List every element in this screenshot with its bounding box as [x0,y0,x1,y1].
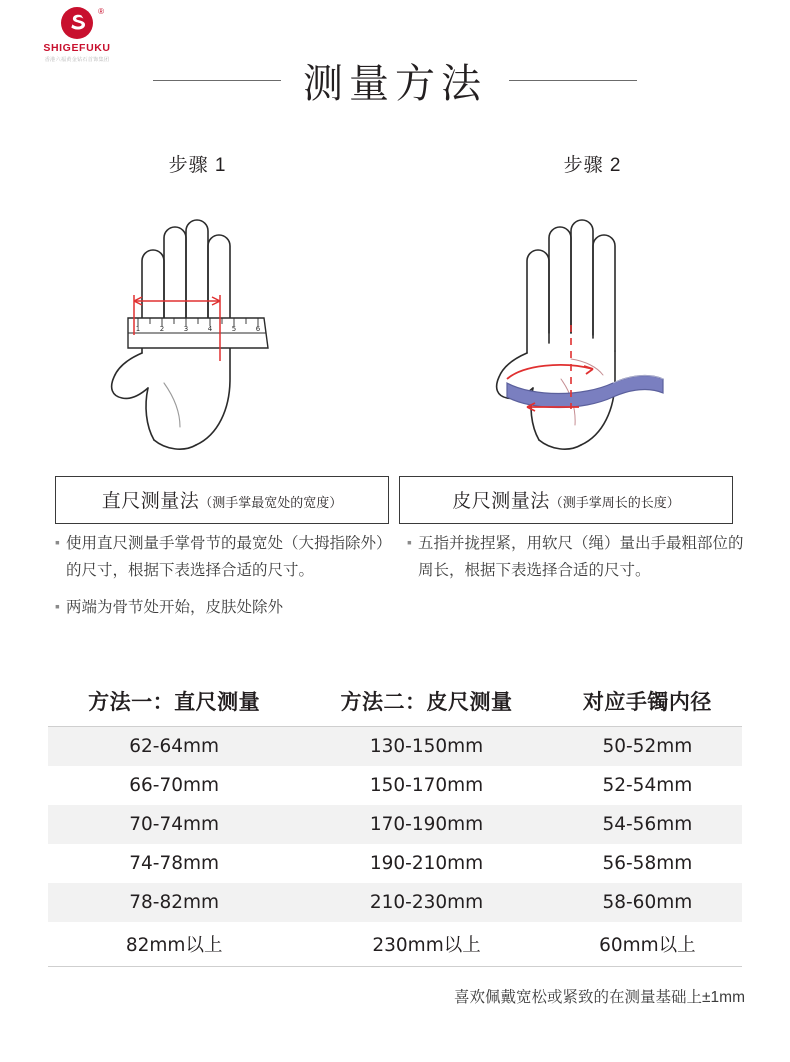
table-header-diameter: 对应手镯内径 [553,680,742,727]
cell-diameter: 58-60mm [553,883,742,922]
method-tape-note: （测手掌周长的长度） [549,495,680,510]
brand-tagline: 香港六福黄金钻石首饰集团 [44,57,110,63]
cell-tape: 130-150mm [300,727,552,767]
title-rule-right [509,80,637,81]
method-box-ruler [55,476,389,524]
cell-ruler: 70-74mm [48,805,300,844]
bullet-dot-icon: ▪ [55,598,60,615]
method-tape-title: 皮尺测量法 [452,491,550,512]
cell-ruler: 78-82mm [48,883,300,922]
instruction-text: 两端为骨节处开始，皮肤处除外 [66,599,284,617]
tape-measure-graphic [507,376,663,408]
table-row [48,883,742,922]
cell-diameter: 56-58mm [602,853,693,874]
table-header-ruler: 方法一：直尺测量 [48,680,300,727]
svg-text:6: 6 [255,325,260,333]
step-1-label: 步骤 1 [168,155,227,176]
table-row [48,727,742,767]
cell-diameter: 50-52mm [553,727,742,767]
footnote: 喜欢佩戴宽松或紧致的在测量基础上±1mm [454,989,745,1006]
table-row [48,844,742,883]
svg-text:1: 1 [135,325,140,333]
step-1 [0,150,395,468]
cell-diameter: 54-56mm [553,805,742,844]
list-item [407,530,745,584]
cell-tape: 210-230mm [300,883,552,922]
method-box-tape [399,476,733,524]
page-title-block [0,52,790,109]
list-item [55,530,393,584]
step-2-label: 步骤 2 [563,155,622,176]
logo-mark-icon [60,6,104,40]
method-ruler-title: 直尺测量法 [101,491,200,512]
table-header-tape: 方法二：皮尺测量 [300,680,552,727]
cell-tape: 230mm以上 [300,922,552,967]
svg-text:5: 5 [231,325,236,333]
instruction-text: 使用直尺测量手掌骨节的最宽处（大拇指除外）的尺寸，根据下表选择合适的尺寸。 [66,535,392,580]
svg-text:2: 2 [159,325,164,333]
method-boxes [55,476,739,524]
instruction-text: 五指并拢捏紧，用软尺（绳）量出手最粗部位的周长，根据下表选择合适的尺寸。 [418,535,744,580]
step-2 [395,150,790,468]
cell-ruler: 74-78mm [129,853,220,874]
steps-section [0,150,790,468]
size-table-wrap [48,680,742,967]
table-row [48,805,742,844]
page-title: 测量方法 [303,61,487,107]
cell-tape: 170-190mm [300,805,552,844]
instructions-left [55,530,393,631]
bullet-dot-icon: ▪ [55,534,60,550]
cell-diameter: 52-54mm [602,775,693,796]
step-1-illustration [0,183,395,468]
list-item [55,594,393,621]
cell-tape: 150-170mm [369,775,484,796]
instructions-section [55,530,745,631]
cell-diameter: 60mm以上 [553,922,742,967]
method-ruler-note: （测手掌最宽处的宽度） [199,495,343,510]
table-row [48,922,742,967]
svg-text:3: 3 [183,325,188,333]
cell-ruler: 66-70mm [129,775,220,796]
cell-tape: 190-210mm [369,853,484,874]
bullet-dot-icon: ▪ [407,534,412,550]
title-rule-left [153,80,281,81]
registered-mark: ® [98,7,104,16]
cell-ruler: 62-64mm [48,727,300,767]
ruler-graphic [128,318,268,348]
cell-ruler: 82mm以上 [48,922,300,967]
brand-name: SHIGEFUKU [43,42,111,54]
size-table [48,680,742,967]
table-row [48,766,742,805]
svg-text:4: 4 [207,325,212,333]
step-2-illustration [395,183,790,468]
instructions-right [407,530,745,631]
